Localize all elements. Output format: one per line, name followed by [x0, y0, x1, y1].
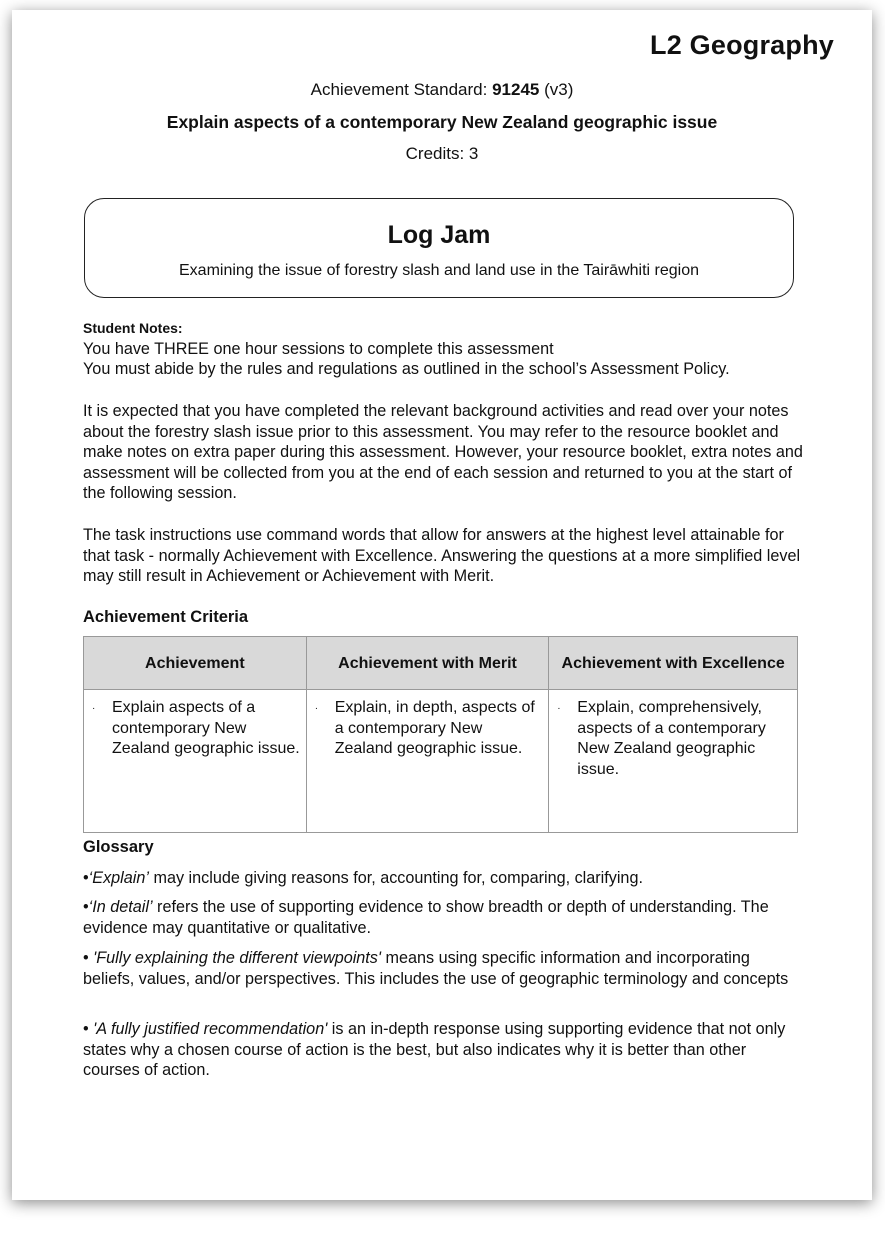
glossary-item — [83, 1019, 803, 1081]
title-box — [84, 198, 794, 298]
bullet: · — [557, 703, 561, 714]
table-cell — [549, 690, 798, 833]
standard-number: 91245 — [492, 80, 540, 99]
bullet: · — [92, 703, 96, 714]
glossary-definition: refers the use of supporting evidence to show breadth or depth of understanding. The evidence may quantitative or qualitative. — [83, 898, 769, 937]
glossary-item — [83, 897, 803, 938]
glossary-item — [83, 868, 803, 889]
criterion-text: Explain, in depth, aspects of a contemporary New Zealand geographic issue. — [334, 699, 535, 757]
table-cell — [84, 690, 307, 833]
standard-prefix: Achievement Standard: — [310, 80, 493, 99]
criterion-text: Explain aspects of a contemporary New Zealand geographic issue. — [112, 699, 300, 757]
subject-title: L2 Geography — [650, 30, 834, 60]
glossary-item — [83, 948, 803, 989]
glossary-term: ‘In detail’ — [88, 898, 153, 916]
assessment-subtitle: Examining the issue of forestry slash and land use in the Tairāwhiti region — [179, 262, 699, 279]
student-notes-line-2: You must abide by the rules and regulations as outlined in the school’s Assessment Policy. — [83, 360, 730, 378]
standard-version: (v3) — [539, 80, 574, 99]
criterion-text: Explain, comprehensively, aspects of a contemporary New Zealand geographic issue. — [577, 699, 766, 778]
document-page — [12, 10, 872, 1200]
column-header: Achievement — [84, 637, 307, 690]
bullet: · — [314, 703, 319, 714]
bullet: • — [83, 869, 89, 887]
achievement-criteria-heading: Achievement Criteria — [83, 608, 249, 626]
glossary-definition: means using specific information and incorporating beliefs, values, and/or perspectives. This includes the use of geographic terminology and concepts — [83, 949, 789, 988]
glossary-definition: is an in-depth response using supporting evidence that not only states why a chosen course of action is the best, but also indicates why it is better than other courses of action. — [83, 1020, 786, 1079]
glossary-term: 'A fully justified recommendation' — [93, 1020, 328, 1038]
table-row — [84, 690, 798, 833]
bullet: • — [83, 949, 94, 967]
student-notes-heading: Student Notes: — [83, 320, 183, 336]
column-header: Achievement with Excellence — [549, 637, 798, 690]
student-notes-paragraph-1: It is expected that you have completed the relevant background activities and read over your notes about the forestry slash issue prior to this assessment. You may refer to the resource booklet and make notes on extra paper during this assessment. However, your resource booklet, extra notes and assessment will be collected from you at the end of each session and returned to you at the start of the following session. — [83, 402, 803, 502]
standard-title: Explain aspects of a contemporary New Zealand geographic issue — [166, 112, 718, 132]
table-cell — [306, 690, 549, 833]
achievement-standard — [12, 80, 872, 100]
table-header-row — [84, 637, 798, 690]
glossary-definition: may include giving reasons for, accounting for, comparing, clarifying. — [148, 869, 643, 887]
student-notes-paragraph-2: The task instructions use command words that allow for answers at the highest level attainable for that task - normally Achievement with Excellence. Answering the questions at a more simplified level may still result in Achievement or Achievement with Merit. — [83, 526, 801, 585]
achievement-criteria-table — [83, 636, 798, 833]
glossary-term: 'Fully explaining the different viewpoints' — [93, 949, 381, 967]
student-notes-line-1: You have THREE one hour sessions to complete this assessment — [83, 340, 554, 358]
glossary-term: ‘Explain’ — [88, 869, 149, 887]
credits: Credits: 3 — [405, 144, 479, 163]
glossary-heading: Glossary — [83, 838, 154, 856]
bullet: • — [83, 1020, 94, 1038]
bullet: • — [83, 898, 89, 916]
assessment-title: Log Jam — [387, 221, 491, 249]
column-header: Achievement with Merit — [306, 637, 549, 690]
